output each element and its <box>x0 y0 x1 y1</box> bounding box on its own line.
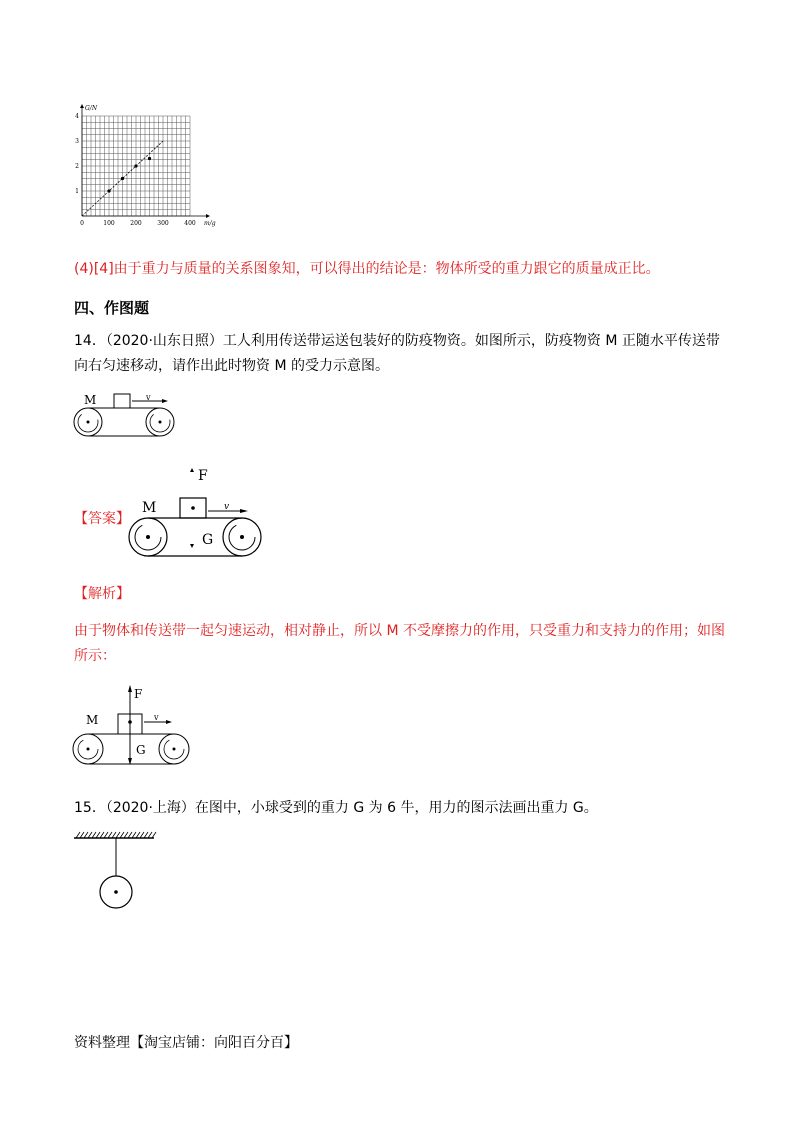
left-pulley-center <box>87 421 90 424</box>
x-tick-label: 400 <box>184 220 196 227</box>
analysis-line-1: 由于物体和传送带一起匀速运动，相对静止，所以 M 不受摩擦力的作用，只受重力和支持力的作用；如图 <box>74 623 725 639</box>
q14-line-1: 14．（2020·山东日照）工人利用传送带运送包装好的防疫物资。如图所示，防疫物资 M 正随水平传送带 <box>74 333 720 349</box>
velocity-label-v: v <box>154 713 159 722</box>
q15-pendulum-figure <box>70 828 170 920</box>
x-tick-label: 0 <box>80 220 84 227</box>
analysis-label: 【解析】 <box>74 586 130 602</box>
hatch-mark <box>104 832 108 838</box>
right-pulley-center <box>240 535 244 539</box>
q14-conveyor-figure <box>68 390 188 442</box>
footer-text: 资料整理【淘宝店铺：向阳百分百】 <box>74 1035 298 1051</box>
x-axis-label: m/g <box>204 220 216 227</box>
mass-label-M: M <box>142 500 157 516</box>
force-F-arrowhead <box>190 468 194 472</box>
velocity-arrowhead <box>166 720 172 724</box>
force-F-label: F <box>198 468 208 484</box>
hatch-mark <box>124 832 128 838</box>
right-pulley-center <box>159 421 162 424</box>
velocity-arrowhead <box>162 399 168 403</box>
data-point <box>107 189 110 192</box>
hatch-mark <box>112 832 116 838</box>
mass-label-M: M <box>86 713 99 727</box>
x-tick-label: 200 <box>130 220 142 227</box>
force-G-label: G <box>136 743 146 757</box>
hatch-mark <box>132 832 136 838</box>
x-tick-label: 300 <box>157 220 169 227</box>
hatch-mark <box>128 832 132 838</box>
force-G-arrowhead <box>190 544 194 548</box>
box-M <box>114 394 130 408</box>
answer-diagram <box>124 462 270 562</box>
data-point <box>134 164 137 167</box>
answer-label: 【答案】 <box>74 511 130 527</box>
left-pulley-center <box>87 748 90 751</box>
y-tick-label: 3 <box>75 138 79 145</box>
analysis-diagram <box>68 680 198 776</box>
hatch-mark <box>120 832 124 838</box>
y-tick-label: 2 <box>75 163 79 170</box>
hatch-mark <box>116 832 120 838</box>
velocity-arrowhead <box>240 509 248 513</box>
mass-label-M: M <box>84 393 97 407</box>
section-heading: 四、作图题 <box>74 299 150 317</box>
pendulum-diagram <box>70 828 170 920</box>
hatch-mark <box>100 832 104 838</box>
analysis-line-2: 所示： <box>74 648 116 664</box>
hatch-mark <box>144 832 148 838</box>
hatch-mark <box>148 832 152 838</box>
analysis-figure <box>68 680 198 776</box>
ball-center <box>114 890 118 894</box>
gravity-mass-chart-svg <box>62 98 222 238</box>
left-pulley-center <box>146 535 150 539</box>
force-F-arrowhead <box>128 685 132 692</box>
hatch-mark <box>88 832 92 838</box>
y-tick-label: 1 <box>75 188 79 195</box>
q15-text: 15．（2020·上海）在图中，小球受到的重力 G 为 6 牛，用力的图示法画出重力 G。 <box>74 800 598 816</box>
x-axis-arrow <box>206 214 210 218</box>
q14-line-2: 向右匀速移动，请作出此时物资 M 的受力示意图。 <box>74 358 389 374</box>
data-point <box>121 177 124 180</box>
hatch-mark <box>80 832 84 838</box>
box-center <box>191 506 195 510</box>
y-axis-arrow <box>80 104 84 108</box>
hatch-mark <box>140 832 144 838</box>
gravity-mass-chart <box>62 98 222 238</box>
velocity-label-v: v <box>146 393 151 402</box>
hatch-mark <box>136 832 140 838</box>
hatch-mark <box>152 832 156 838</box>
hatch-mark <box>96 832 100 838</box>
force-F-label: F <box>134 687 143 701</box>
data-point <box>148 157 151 160</box>
hatch-mark <box>76 832 80 838</box>
x-tick-label: 100 <box>103 220 115 227</box>
hatch-mark <box>84 832 88 838</box>
y-tick-label: 4 <box>75 113 79 120</box>
answer-figure <box>124 462 270 562</box>
box-center <box>128 720 132 724</box>
hatch-mark <box>108 832 112 838</box>
right-pulley-center <box>173 748 176 751</box>
force-G-label: G <box>202 532 214 548</box>
conclusion-text: (4)[4]由于重力与质量的关系图象知，可以得出的结论是：物体所受的重力跟它的质量成正比。 <box>74 261 660 277</box>
conveyor-diagram <box>68 390 188 442</box>
velocity-label-v: v <box>224 502 230 512</box>
ceiling-hatching <box>76 832 156 838</box>
y-axis-label: G/N <box>85 105 98 112</box>
hatch-mark <box>92 832 96 838</box>
